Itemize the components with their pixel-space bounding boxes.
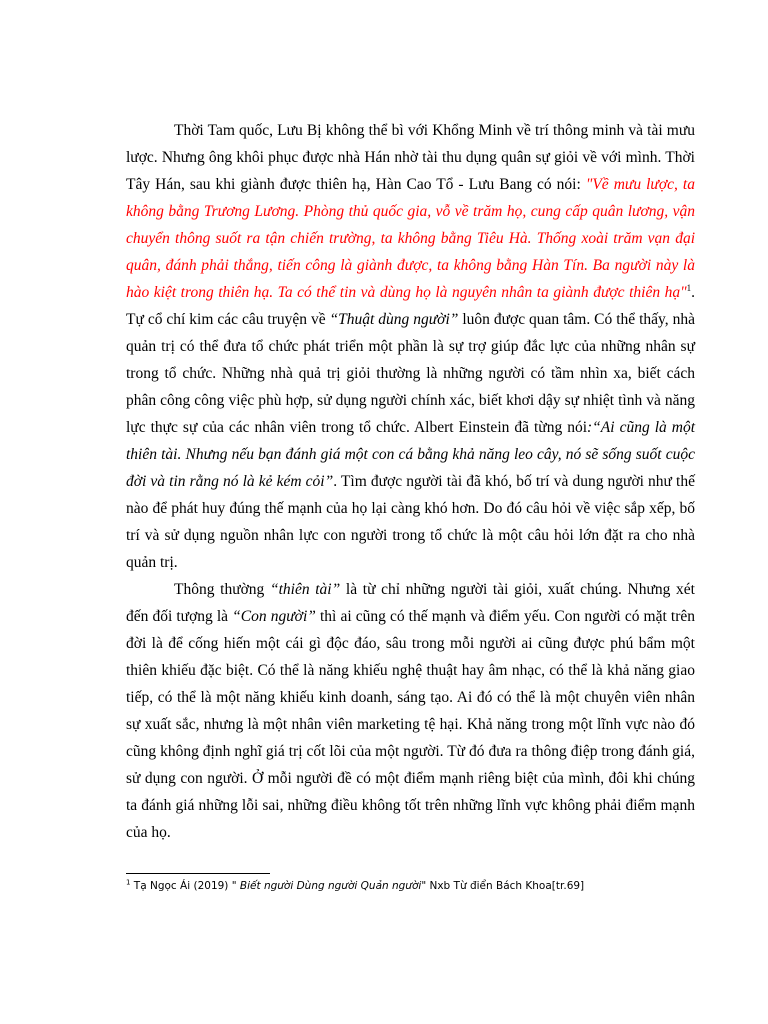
- document-body: [126, 117, 695, 846]
- footnote-separator: [126, 873, 270, 874]
- term-con-nguoi: “Con người”: [232, 608, 316, 625]
- term-thuat-dung-nguoi: “Thuật dùng người”: [329, 311, 459, 328]
- footnote-number: 1: [126, 878, 131, 887]
- quote-luu-bang: "Về mưu lược, ta không bằng Trương Lương. Phòng thủ quốc gia, vỗ về trăm họ, cung cấp quân lương, vận chuyển thông suốt ra tận chiến trường, ta không bằng Tiêu Hà. Thống xoài trăm vạn đại quân, đánh phải thắng, tiến công là giành được, ta không bằng Hàn Tín. Ba người này là hào kiệt trong thiên hạ. Ta có thể tin và dùng họ là nguyên nhân ta giành được thiên hạ": [126, 176, 695, 301]
- footnote: [126, 878, 726, 894]
- paragraph-2-text-b: là từ chỉ những người tài giỏi, xuất chúng. Nhưng xét đến đối tượng là: [126, 581, 695, 625]
- paragraph-1-text-c: luôn được quan tâm. Có thể thấy, nhà quản trị có thể đưa tổ chức phát triển một phần là sự trợ giúp đắc lực của những nhân sự trong tổ chức. Những nhà quả trị giỏi thường là những người có tầm nhìn xa, biết cách phân công công việc phù hợp, sử dụng người chính xác, biết khơi dậy sự nhiệt tình và năng lực thực sự của các nhân viên trong tổ chức. Albert Einstein đã từng nói: [126, 311, 695, 436]
- paragraph-1: [126, 117, 695, 576]
- footnote-text-a: Tạ Ngọc Ái (2019) ": [130, 880, 240, 892]
- paragraph-2: [126, 576, 695, 846]
- paragraph-2-text-a: Thông thường: [174, 581, 270, 598]
- footnote-text-b: " Nxb Từ điển Bách Khoa[tr.69]: [421, 880, 585, 892]
- paragraph-1-text-d: . Tìm được người tài đã khó, bố trí và dung người như thế nào để phát huy đúng thế mạnh của họ lại càng khó hơn. Do đó câu hỏi về việc sắp xếp, bố trí và sử dụng nguồn nhân lực con người trong tổ chức là một câu hỏi lớn đặt ra cho nhà quản trị.: [126, 473, 695, 571]
- quote-einstein: :“Ai cũng là một thiên tài. Nhưng nếu bạn đánh giá một con cá bằng khả năng leo cây, nó sẽ sống suốt cuộc đời và tin rằng nó là kẻ kém cỏi”: [126, 419, 695, 490]
- footnote-reference[interactable]: 1: [686, 282, 692, 293]
- paragraph-2-text-c: thì ai cũng có thế mạnh và điểm yếu. Con người có mặt trên đời là để cống hiến một cái gì độc đáo, sâu trong mỗi người ai cũng được phú bẩm một thiên khiếu đặc biệt. Có thể là năng khiếu nghệ thuật hay âm nhạc, có thể là khả năng giao tiếp, có thể là một năng khiếu kinh doanh, sáng tạo. Ai đó có thể là một chuyên viên nhân sự xuất sắc, nhưng là một nhân viên marketing tệ hại. Khả năng trong một lĩnh vực nào đó cũng không định nghĩ giá trị cốt lõi của một người. Từ đó đưa ra thông điệp trong đánh giá, sử dụng con người. Ở mỗi người đề có một điểm mạnh riêng biệt của mình, đôi khi chúng ta đánh giá những lỗi sai, những điều không tốt trên những lĩnh vực không phải điểm mạnh của họ.: [126, 608, 695, 841]
- paragraph-1-text-b: . Tự cổ chí kim các câu truyện về: [126, 284, 695, 328]
- paragraph-1-text-a: Thời Tam quốc, Lưu Bị không thể bì với Khổng Minh về trí thông minh và tài mưu lược. Nhưng ông khôi phục được nhà Hán nhờ tài thu dụng quân sự giỏi về với mình. Thời Tây Hán, sau khi giành được thiên hạ, Hàn Cao Tổ - Lưu Bang có nói:: [126, 122, 695, 193]
- footnote-book-title: Biết người Dùng người Quản người: [239, 880, 422, 892]
- term-thien-tai: “thiên tài”: [269, 581, 341, 598]
